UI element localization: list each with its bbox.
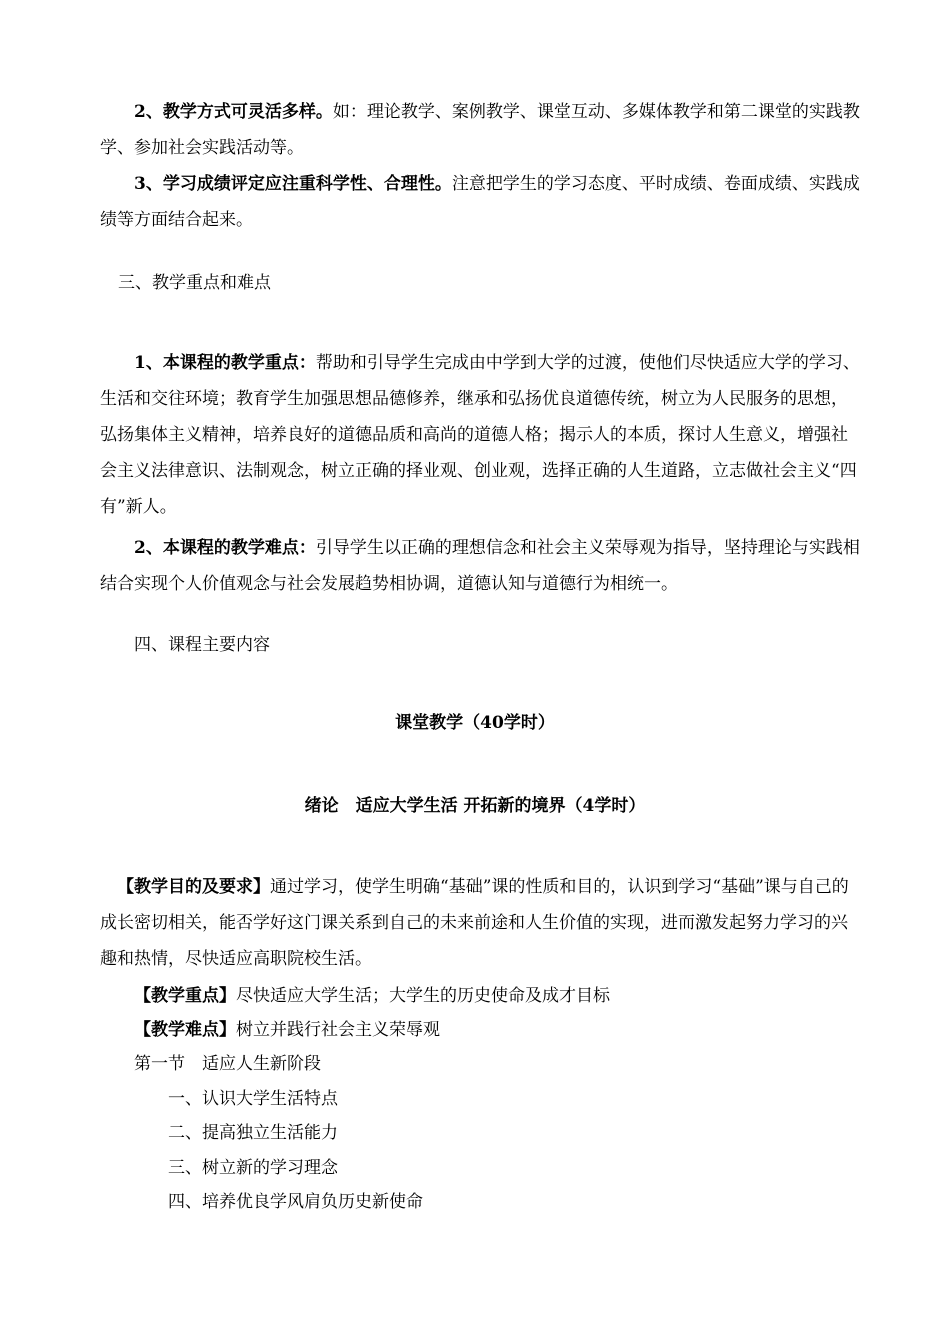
- difficulty-text: 引导学生以正确的理想信念和社会主义荣辱观为指导，坚持理论与实践相结合实现个人价值观念与社会发展趋势相协调，道德认知与道德行为相统一。: [100, 538, 860, 594]
- method-heading-3: 3、学习成绩评定应注重科学性、合理性。: [134, 174, 452, 194]
- list-item: 四、培养优良学风肩负历史新使命: [168, 1192, 423, 1212]
- teaching-key-text: 尽快适应大学生活；大学生的历史使命及成才目标: [236, 986, 610, 1006]
- introduction-heading: 绪论 适应大学生活 开拓新的境界（4学时）: [304, 796, 646, 816]
- method-paragraph-2: [100, 94, 860, 166]
- teaching-difficulty-line: [134, 1014, 440, 1046]
- list-item: 一、认识大学生活特点: [168, 1089, 338, 1109]
- key-points-heading: 1、本课程的教学重点：: [134, 353, 316, 373]
- list-item: 二、提高独立生活能力: [168, 1123, 338, 1143]
- teaching-difficulty-text: 树立并践行社会主义荣辱观: [236, 1020, 440, 1040]
- method-paragraph-3: [100, 166, 860, 238]
- classroom-teaching-heading: 课堂教学（40学时）: [395, 713, 555, 733]
- section-3-title: 三、教学重点和难点: [118, 273, 271, 293]
- section-1-title: 第一节 适应人生新阶段: [134, 1054, 321, 1074]
- teaching-key-heading: 【教学重点】: [134, 986, 236, 1006]
- goal-text: 通过学习，使学生明确“基础”课的性质和目的，认识到学习“基础”课与自己的成长密切相关，能否学好这门课关系到自己的未来前途和人生价值的实现，进而激发起努力学习的兴趣和热情，尽快适应高职院校生活。: [100, 877, 849, 969]
- difficulty-paragraph: [100, 530, 860, 602]
- section-4-title: 四、课程主要内容: [134, 635, 270, 655]
- teaching-difficulty-heading: 【教学难点】: [134, 1020, 236, 1040]
- difficulty-heading: 2、本课程的教学难点：: [134, 538, 316, 558]
- goal-paragraph: [100, 869, 860, 977]
- key-points-text: 帮助和引导学生完成由中学到大学的过渡，使他们尽快适应大学的学习、生活和交往环境；教育学生加强思想品德修养，继承和弘扬优良道德传统，树立为人民服务的思想，弘扬集体主义精神，培养良好的道德品质和高尚的道德人格；揭示人的本质，探讨人生意义，增强社会主义法律意识、法制观念，树立正确的择业观、创业观，选择正确的人生道路，立志做社会主义“四有”新人。: [100, 353, 860, 517]
- method-heading-2: 2、教学方式可灵活多样。: [134, 102, 333, 122]
- method-text-3: 注意把学生的学习态度、平时成绩、卷面成绩、实践成绩等方面结合起来。: [100, 174, 860, 230]
- list-item: 三、树立新的学习理念: [168, 1158, 338, 1178]
- teaching-key-line: [134, 980, 610, 1012]
- goal-heading: 【教学目的及要求】: [117, 877, 270, 897]
- key-points-paragraph: [100, 345, 860, 525]
- method-text-2: 如：理论教学、案例教学、课堂互动、多媒体教学和第二课堂的实践教学、参加社会实践活动等。: [100, 102, 860, 158]
